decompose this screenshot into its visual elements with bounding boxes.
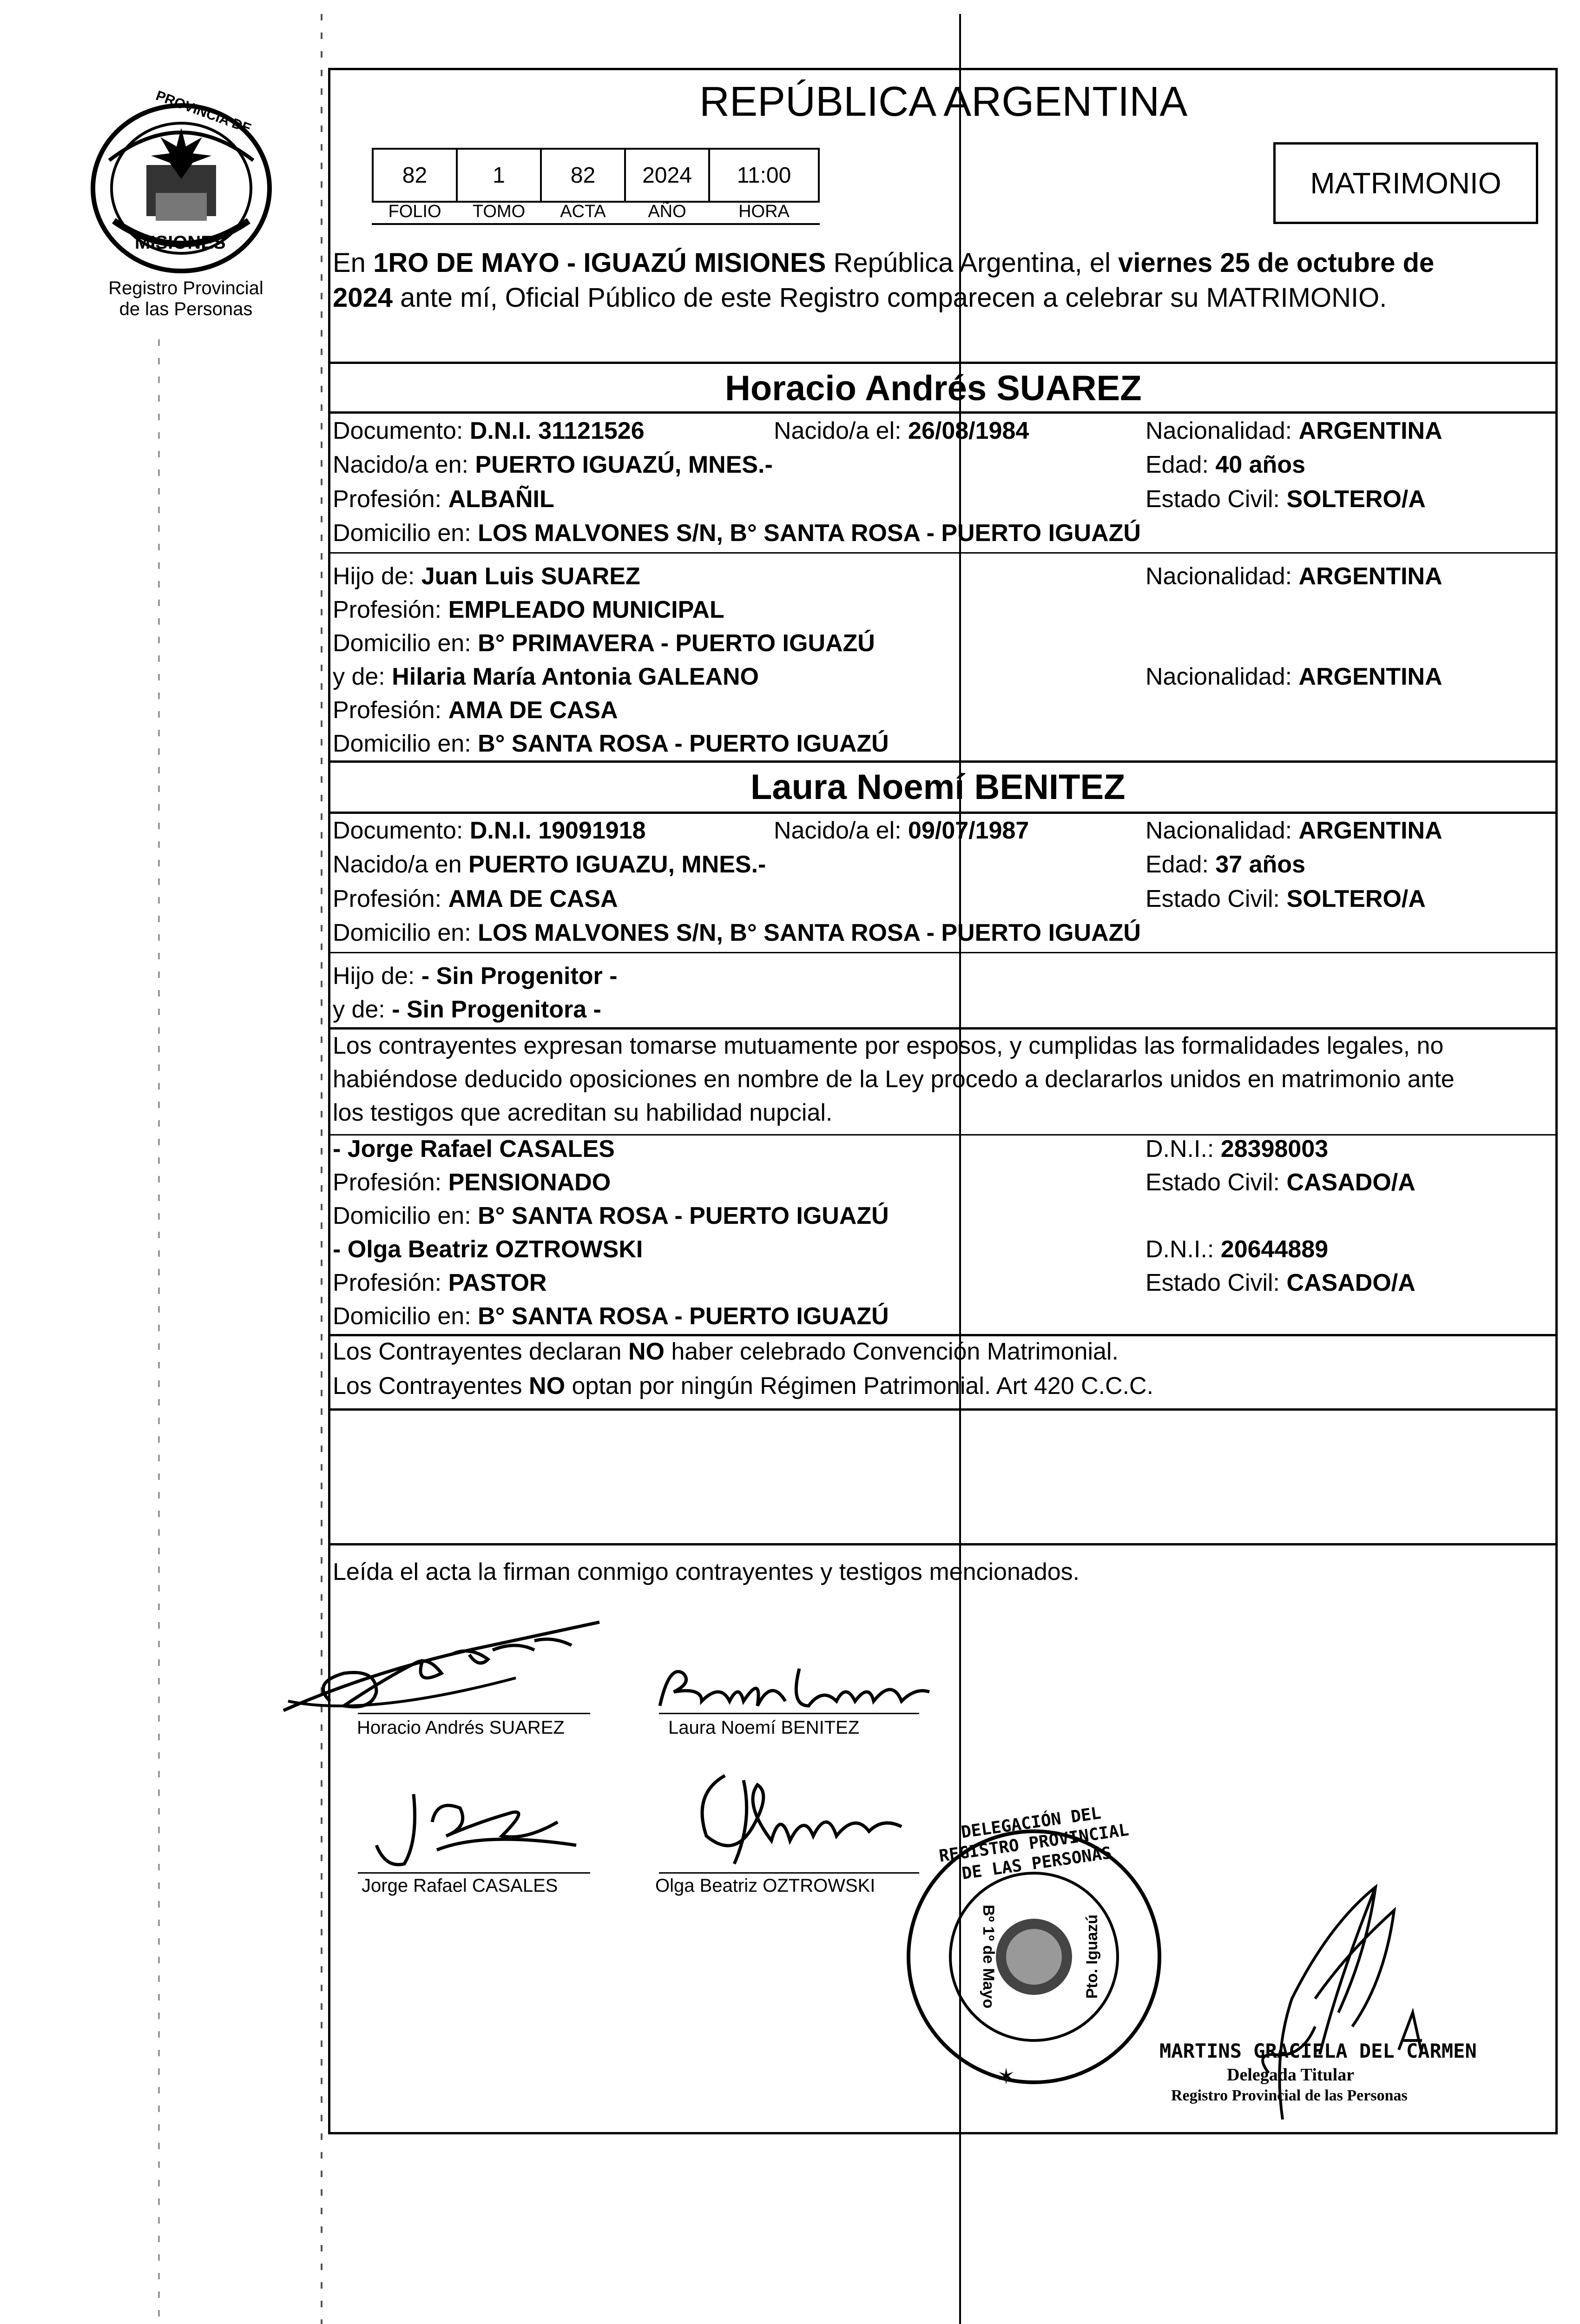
declaration-line-3: los testigos que acreditan su habilidad nupcial. [333, 1099, 833, 1126]
spouse2-father: Hijo de: - Sin Progenitor - [333, 963, 618, 990]
section-divider [328, 1543, 1558, 1545]
spouse2-nationality: Nacionalidad: ARGENTINA [1146, 817, 1442, 844]
section-divider [328, 1027, 1558, 1030]
registry-name-1: Registro Provincial [108, 278, 263, 298]
spouse1-born: Nacido/a el: 26/08/1984 [774, 417, 1029, 444]
act-type-box [1273, 142, 1538, 224]
witness2-name: - Olga Beatriz OZTROWSKI [333, 1236, 643, 1263]
spouse1-mother-nationality: Nacionalidad: ARGENTINA [1146, 663, 1442, 690]
hora-value: 11:00 [708, 148, 820, 203]
stamp-inner-2: Pto. Iguazú [1083, 1914, 1101, 1999]
spouse1-name: Horacio Andrés SUAREZ [725, 369, 1142, 408]
section-divider [328, 411, 1558, 414]
signature-name-oztrowski: Olga Beatriz OZTROWSKI [655, 1875, 876, 1896]
signature-name-suarez: Horacio Andrés SUAREZ [357, 1717, 565, 1738]
signature-line [659, 1872, 919, 1874]
hora-label: HORA [738, 202, 790, 221]
witness2-profession: Profesión: PASTOR [333, 1269, 547, 1296]
spouse2-civil-status: Estado Civil: SOLTERO/A [1146, 885, 1426, 912]
witness1-profession: Profesión: PENSIONADO [333, 1169, 611, 1196]
signature-line [358, 1872, 590, 1874]
officer-title: Delegada Titular [1227, 2065, 1355, 2085]
spouse2-name: Laura Noemí BENITEZ [750, 767, 1126, 807]
spouse1-father-nationality: Nacionalidad: ARGENTINA [1146, 563, 1442, 590]
spouse1-nationality: Nacionalidad: ARGENTINA [1146, 417, 1442, 444]
officer-office: Registro Provincial de las Personas [1171, 2087, 1408, 2104]
spouse1-age: Edad: 40 años [1146, 451, 1305, 478]
tomo-value: 1 [456, 148, 542, 203]
spouse1-father-profession: Profesión: EMPLEADO MUNICIPAL [333, 596, 724, 623]
anio-value: 2024 [624, 148, 710, 203]
spouse1-mother-profession: Profesión: AMA DE CASA [333, 697, 618, 724]
spouse2-profession: Profesión: AMA DE CASA [333, 885, 618, 912]
section-divider [328, 1408, 1558, 1411]
spouse1-mother-address: Domicilio en: B° SANTA ROSA - PUERTO IGUAZÚ [333, 730, 889, 757]
witness1-dni: D.N.I.: 28398003 [1146, 1136, 1329, 1162]
seal-top-text: PROVINCIA DE [154, 88, 253, 137]
spouse1-address: Domicilio en: LOS MALVONES S/N, B° SANTA ROSA - PUERTO IGUAZÚ [333, 520, 1141, 547]
margin-dash-line [321, 14, 323, 2324]
spouse2-age: Edad: 37 años [1146, 851, 1305, 878]
signature-line [659, 1713, 919, 1714]
seal-bottom-text: MISIONES [135, 232, 226, 253]
witness1-address: Domicilio en: B° SANTA ROSA - PUERTO IGUAZÚ [333, 1202, 889, 1229]
spouse1-doc: Documento: D.N.I. 31121526 [333, 417, 645, 444]
intro-year: 2024 [333, 283, 393, 313]
anio-label: AÑO [648, 202, 686, 221]
signature-oztrowski [651, 1766, 929, 1878]
officer-name: MARTINS GRACIELA DEL CARMEN [1159, 2040, 1477, 2062]
reference-underline [372, 223, 820, 225]
witness2-dni: D.N.I.: 20644889 [1146, 1236, 1329, 1263]
witness2-address: Domicilio en: B° SANTA ROSA - PUERTO IGUAZÚ [333, 1303, 889, 1330]
witness1-name: - Jorge Rafael CASALES [333, 1136, 615, 1162]
signature-casales [362, 1785, 586, 1878]
declaration-line-1: Los contrayentes expresan tomarse mutuamente por esposos, y cumplidas las formalidades legales, no [333, 1032, 1444, 1059]
spouse1-father-address: Domicilio en: B° PRIMAVERA - PUERTO IGUAZÚ [333, 630, 875, 657]
stamp-star-icon: ✶ [997, 2065, 1016, 2089]
tomo-label: TOMO [472, 202, 526, 221]
spouse2-address: Domicilio en: LOS MALVONES S/N, B° SANTA ROSA - PUERTO IGUAZÚ [333, 919, 1141, 946]
spouse1-civil-status: Estado Civil: SOLTERO/A [1146, 486, 1426, 513]
intro-line-1: En 1RO DE MAYO - IGUAZÚ MISIONES República Argentina, el viernes 25 de octubre de [333, 248, 1435, 278]
spouse1-mother: y de: Hilaria María Antonia GALEANO [333, 663, 759, 690]
spouse2-born: Nacido/a el: 09/07/1987 [774, 817, 1029, 844]
spouse1-profession: Profesión: ALBAÑIL [333, 486, 554, 513]
intro-line-2: 2024 ante mí, Oficial Público de este Registro comparecen a celebrar su MATRIMONIO. [333, 283, 1387, 313]
stamp-inner-1: Bº 1º de Mayo [980, 1904, 998, 2009]
margin-dash-line [158, 339, 160, 2324]
section-divider [328, 812, 1558, 814]
intro-place: 1RO DE MAYO - IGUAZÚ MISIONES [373, 248, 826, 278]
closing-statement: Leída el acta la firman conmigo contrayentes y testigos mencionados. [333, 1558, 1080, 1585]
spouse2-mother: y de: - Sin Progenitora - [333, 996, 601, 1023]
act-type: MATRIMONIO [1310, 166, 1501, 200]
signature-line [358, 1713, 590, 1714]
spouse2-birthplace: Nacido/a en PUERTO IGUAZU, MNES.- [333, 851, 766, 878]
acta-label: ACTA [560, 202, 606, 221]
regime-convention: Los Contrayentes declaran NO haber celebrado Convención Matrimonial. [333, 1338, 1119, 1365]
country-title: REPÚBLICA ARGENTINA [699, 79, 1188, 125]
signature-benitez [651, 1655, 939, 1720]
spouse2-doc: Documento: D.N.I. 19091918 [333, 817, 646, 844]
witness1-civil-status: Estado Civil: CASADO/A [1146, 1169, 1415, 1196]
regime-patrimonial: Los Contrayentes NO optan por ningún Régimen Patrimonial. Art 420 C.C.C. [333, 1373, 1154, 1400]
declaration-line-2: habiéndose deducido oposiciones en nombre de la Ley procedo a declararlos unidos en matrimonio ante [333, 1066, 1455, 1093]
signature-suarez [274, 1608, 627, 1724]
row-divider [328, 952, 1558, 953]
signature-name-casales: Jorge Rafael CASALES [362, 1875, 558, 1896]
spouse1-birthplace: Nacido/a en: PUERTO IGUAZÚ, MNES.- [333, 451, 773, 478]
stamp-ring-text: DELEGACIÓN DEL REGISTRO PROVINCIAL DE LAS PERSONAS [938, 1803, 1130, 1884]
folio-value: 82 [372, 148, 458, 203]
acta-value: 82 [540, 148, 626, 203]
registry-name-2: de las Personas [119, 299, 253, 319]
intro-date: viernes 25 de octubre de [1118, 248, 1435, 278]
row-divider [328, 552, 1558, 554]
section-divider [328, 1334, 1558, 1336]
section-divider [328, 362, 1558, 364]
witness2-civil-status: Estado Civil: CASADO/A [1146, 1269, 1415, 1296]
folio-label: FOLIO [388, 202, 441, 221]
spouse1-father: Hijo de: Juan Luis SUAREZ [333, 563, 640, 590]
signature-name-benitez: Laura Noemí BENITEZ [668, 1717, 860, 1738]
section-divider [328, 760, 1558, 763]
